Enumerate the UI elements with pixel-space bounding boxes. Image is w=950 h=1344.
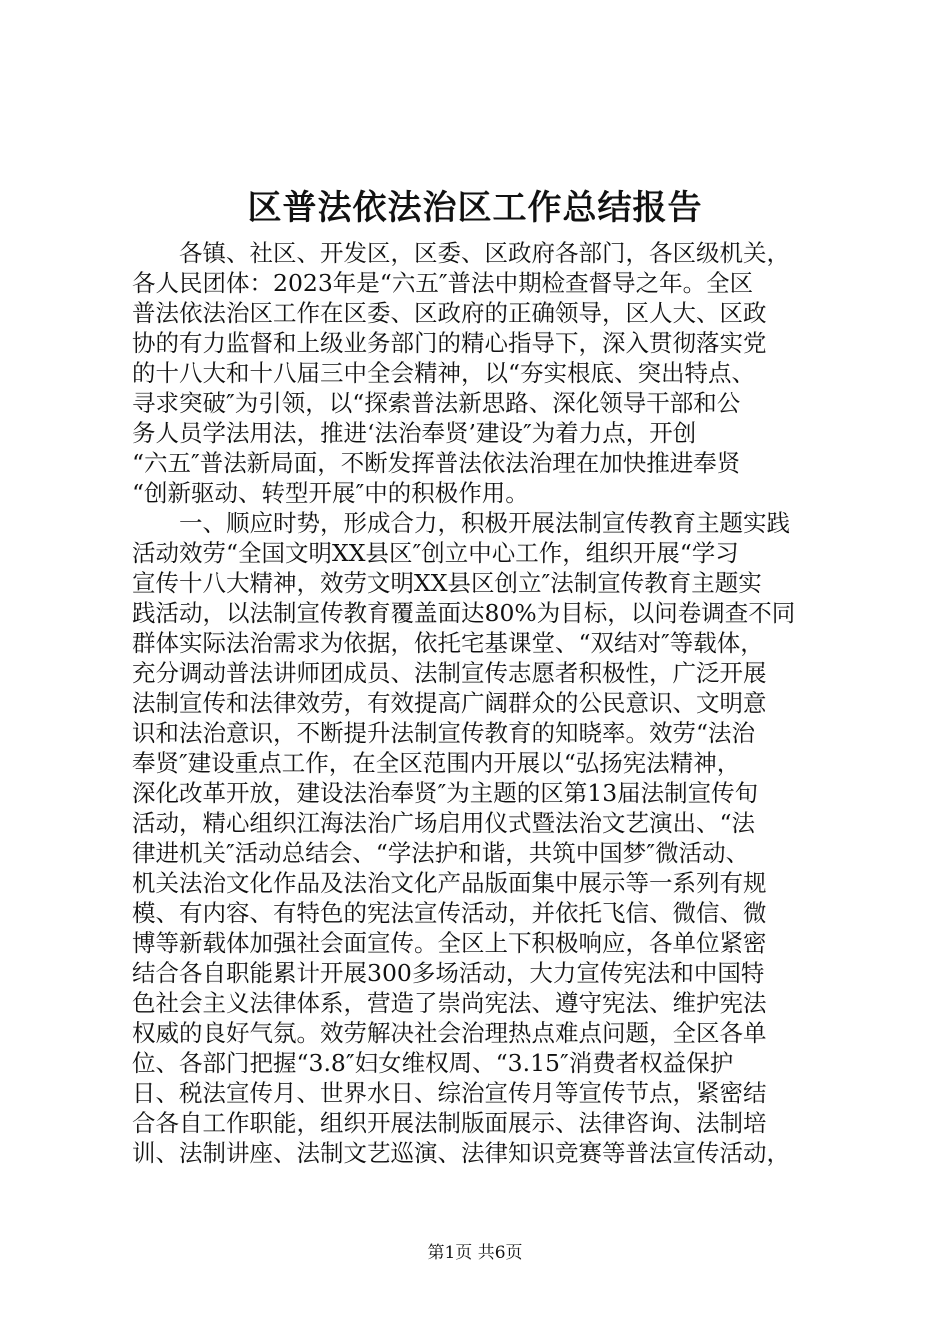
body-line: 权威的良好气氛。效劳解决社会治理热点难点问题，全区各单 [132, 1019, 767, 1047]
body-line: 日、税法宣传月、世界水日、综治宣传月等宣传节点，紧密结 [132, 1079, 767, 1107]
body-line: 务人员学法用法，推进‘法治奉贤’建设″为着力点，开创 [132, 419, 697, 447]
body-line: 机关法治文化作品及法治文化产品版面集中展示等一系列有规 [132, 869, 767, 897]
body-line: 活动效劳“全国文明XX县区″创立中心工作，组织开展“学习 [132, 539, 739, 567]
body-line: 群体实际法治需求为依据，依托宅基课堂、“双结对″等载体， [132, 629, 764, 657]
body-line: 的十八大和十八届三中全会精神，以“夯实根底、突出特点、 [132, 359, 756, 387]
body-line: 结合各自职能累计开展300多场活动，大力宣传宪法和中国特 [132, 959, 765, 987]
body-line: 普法依法治区工作在区委、区政府的正确领导，区人大、区政 [132, 299, 767, 327]
body-line: 位、各部门把握“3.8″妇女维权周、“3.15″消费者权益保护 [132, 1049, 734, 1077]
body-line: 博等新载体加强社会面宣传。全区上下积极响应，各单位紧密 [132, 929, 767, 957]
body-line: “六五″普法新局面，不断发挥普法依法治理在加快推进奉贤 [132, 449, 741, 477]
body-line: 法制宣传和法律效劳，有效提高广阔群众的公民意识、文明意 [132, 689, 767, 717]
body-line: 色社会主义法律体系，营造了崇尚宪法、遵守宪法、维护宪法 [132, 989, 767, 1017]
page-footer: 第1页 共6页 [427, 1243, 523, 1263]
body-line: 协的有力监督和上级业务部门的精心指导下，深入贯彻落实党 [132, 329, 767, 357]
body-line: 寻求突破″为引领，以“探索普法新思路、深化领导干部和公 [132, 389, 741, 417]
body-line: 模、有内容、有特色的宪法宣传活动，并依托飞信、微信、微 [132, 899, 767, 927]
body-line: 训、法制讲座、法制文艺巡演、法律知识竞赛等普法宣传活动， [132, 1139, 790, 1167]
body-line: 充分调动普法讲师团成员、法制宣传志愿者积极性，广泛开展 [132, 659, 767, 687]
body-line: 合各自工作职能，组织开展法制版面展示、法律咨询、法制培 [132, 1109, 767, 1137]
body-line: 识和法治意识，不断提升法制宣传教育的知晓率。效劳“法治 [132, 719, 756, 747]
body-line: 律进机关″活动总结会、“学法护和谐，共筑中国梦″微活动、 [132, 839, 750, 867]
body-line: 活动，精心组织江海法治广场启用仪式暨法治文艺演出、“法 [132, 809, 756, 837]
body-line: 深化改革开放，建设法治奉贤″为主题的区第13届法制宣传旬 [132, 779, 759, 807]
body-line: 践活动，以法制宣传教育覆盖面达80%为目标，以问卷调查不同 [132, 599, 796, 627]
body-line: 奉贤″建设重点工作，在全区范围内开展以“弘扬宪法精神， [132, 749, 741, 777]
body-line: 各镇、社区、开发区，区委、区政府各部门，各区级机关， [132, 239, 790, 267]
body-line: 各人民团体：2023年是“六五″普法中期检查督导之年。全区 [132, 269, 754, 297]
document-title: 区普法依法治区工作总结报告 [247, 188, 703, 228]
body-line: 宣传十八大精神，效劳文明XX县区创立″法制宣传教育主题实 [132, 569, 762, 597]
body-line: “创新驱动、转型开展″中的积极作用。 [132, 479, 529, 507]
body-line: 一、顺应时势，形成合力，积极开展法制宣传教育主题实践 [132, 509, 790, 537]
document-body [132, 238, 832, 1168]
